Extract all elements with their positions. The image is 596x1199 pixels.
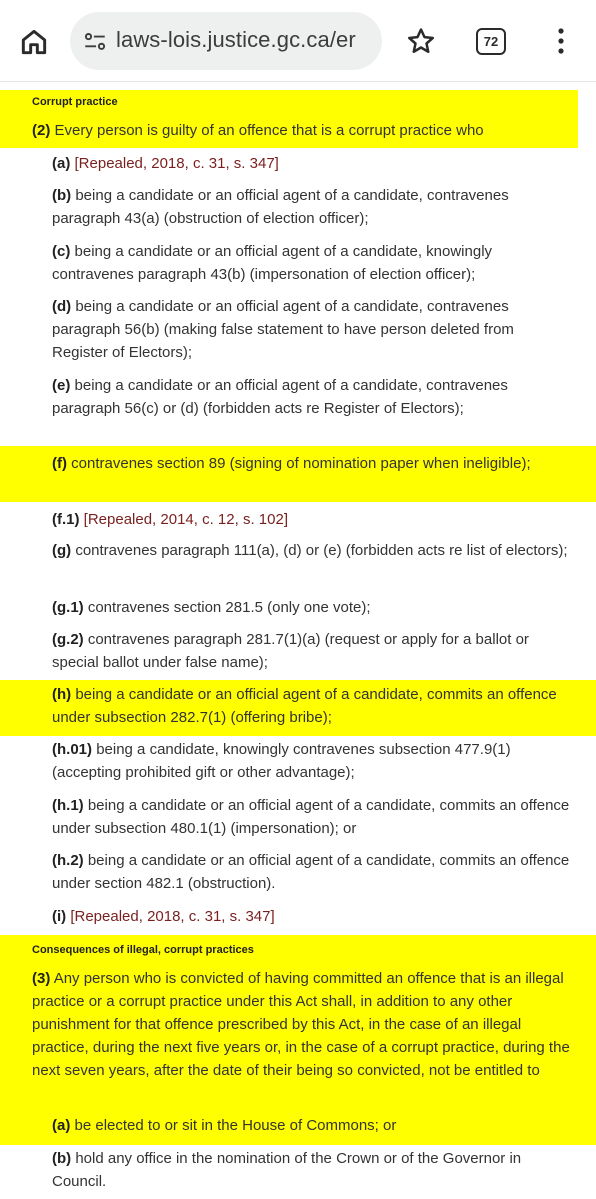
list-item: (f) contravenes section 89 (signing of nomination paper when ineligible);: [52, 455, 531, 472]
bookmark-star-icon[interactable]: [402, 22, 440, 60]
home-icon[interactable]: [14, 22, 54, 62]
tab-count: 72: [476, 28, 506, 55]
list-item: (i) [Repealed, 2018, c. 31, s. 347]: [52, 908, 275, 925]
list-item: (g.1) contravenes section 281.5 (only one vote);: [52, 599, 371, 616]
tab-switcher-icon[interactable]: [474, 26, 508, 56]
list-item: (a) [Repealed, 2018, c. 31, s. 347]: [52, 155, 279, 172]
list-item: (a) be elected to or sit in the House of Commons; or: [52, 1117, 397, 1134]
list-item: (e) being a candidate or an official agent of a candidate, contravenes paragraph 56(c) or (d) (forbidden acts re Register of Electors);: [52, 377, 508, 417]
list-item: (b) hold any office in the nomination of the Crown or of the Governor in Council.: [52, 1150, 522, 1190]
list-item: (f.1) [Repealed, 2014, c. 12, s. 102]: [52, 511, 288, 528]
list-item: (c) being a candidate or an official agent of a candidate, knowingly contravenes paragraph 43(b) (impersonation of election officer);: [52, 243, 493, 283]
list-item: (h.01) being a candidate, knowingly contravenes subsection 477.9(1) (accepting prohibited gift or other advantage);: [52, 741, 511, 781]
list-item: (d) being a candidate or an official agent of a candidate, contravenes paragraph 56(b) (making false statement to have person deleted from Register of Electors);: [52, 298, 514, 361]
section-heading: Consequences of illegal, corrupt practices: [32, 944, 254, 956]
site-settings-icon[interactable]: [82, 29, 108, 55]
list-item: (h) being a candidate or an official agent of a candidate, commits an offence under subsection 282.7(1) (offering bribe);: [52, 686, 557, 726]
list-item: (h.1) being a candidate or an official agent of a candidate, commits an offence under subsection 480.1(1) (impersonation); or: [52, 797, 570, 837]
address-bar[interactable]: [70, 12, 382, 70]
url-text[interactable]: laws-lois.justice.gc.ca/er: [116, 27, 356, 52]
list-item: (g) contravenes paragraph 111(a), (d) or (e) (forbidden acts re list of electors);: [52, 542, 568, 559]
subsection-2-intro: (2) Every person is guilty of an offence that is a corrupt practice who: [32, 122, 484, 139]
list-item: (b) being a candidate or an official agent of a candidate, contravenes paragraph 43(a) (obstruction of election officer);: [52, 187, 509, 227]
subsection-3-intro: (3) Any person who is convicted of having committed an offence that is an illegal practice or a corrupt practice under this Act shall, in addition to any other punishment for that offence prescribed by this Act, in the case of an illegal practice, during the next five years or, in the case of a corrupt practice, during the next seven years, after the date of their being so convicted, not be entitled to: [32, 970, 570, 1079]
browser-toolbar: [0, 0, 596, 82]
list-item: (g.2) contravenes paragraph 281.7(1)(a) (request or apply for a ballot or special ballot under false name);: [52, 631, 529, 671]
more-menu-icon[interactable]: [548, 22, 574, 60]
list-item: (h.2) being a candidate or an official agent of a candidate, commits an offence under section 482.1 (obstruction).: [52, 852, 570, 892]
section-heading: Corrupt practice: [32, 96, 118, 108]
